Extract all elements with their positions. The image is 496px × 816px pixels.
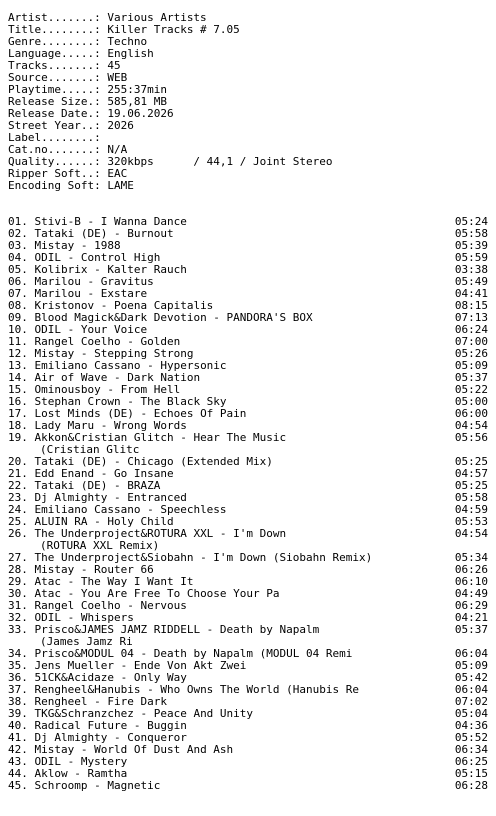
info-key: Tracks.......: <box>8 59 101 72</box>
info-key: Label........: <box>8 131 101 144</box>
track-title: Akkon&Cristian Glitch - Hear The Music <box>34 431 287 444</box>
track-title: Tataki (DE) - BRAZA <box>34 479 161 492</box>
track-title: ALUIN RA - Holy Child <box>34 515 174 528</box>
info-value: EAC <box>107 167 128 180</box>
track-duration: 04:54 <box>454 419 488 432</box>
info-value: WEB <box>107 71 128 84</box>
track-duration: 08:15 <box>454 299 488 312</box>
track-number: 42. <box>8 743 28 756</box>
track-duration: 05:37 <box>454 371 488 384</box>
track-title: Atac - You Are Free To Choose Your Pa <box>34 587 280 600</box>
track-duration: 05:09 <box>454 359 488 372</box>
info-value: 45 <box>107 59 121 72</box>
track-row <box>8 780 488 792</box>
track-title: Mistay - World Of Dust And Ash <box>34 743 234 756</box>
spacer <box>8 192 496 204</box>
track-number: 02. <box>8 227 28 240</box>
track-row <box>8 528 488 540</box>
track-duration: 05:22 <box>454 383 488 396</box>
track-duration: 05:52 <box>454 731 488 744</box>
track-number: 25. <box>8 515 28 528</box>
info-key: Quality......: <box>8 155 101 168</box>
track-number: 27. <box>8 551 28 564</box>
track-duration: 07:13 <box>454 311 488 324</box>
track-title: Tataki (DE) - Chicago (Extended Mix) <box>34 455 273 468</box>
track-number: 13. <box>8 359 28 372</box>
track-title: ODIL - Mystery <box>34 755 128 768</box>
track-number: 44. <box>8 767 28 780</box>
track-duration: 05:00 <box>454 395 488 408</box>
info-key: Release Date.: <box>8 107 101 120</box>
track-number: 16. <box>8 395 28 408</box>
track-title: Ominousboy - From Hell <box>34 383 181 396</box>
track-title: Lady Maru - Wrong Words <box>34 419 187 432</box>
track-duration: 05:04 <box>454 707 488 720</box>
track-duration: 05:37 <box>454 623 488 636</box>
track-entry <box>8 624 319 636</box>
track-number: 36. <box>8 671 28 684</box>
track-number: 08. <box>8 299 28 312</box>
track-number: 22. <box>8 479 28 492</box>
info-value: Killer Tracks # 7.05 <box>107 23 240 36</box>
track-title: Radical Future - Buggin <box>34 719 187 732</box>
track-number: 10. <box>8 323 28 336</box>
track-number: 37. <box>8 683 28 696</box>
track-title: Jens Mueller - Ende Von Akt Zwei <box>34 659 247 672</box>
track-number: 33. <box>8 623 28 636</box>
track-duration: 05:25 <box>454 479 488 492</box>
track-title-continuation: (James Jamz Ri <box>40 635 133 648</box>
track-number: 23. <box>8 491 28 504</box>
info-key: Genre........: <box>8 35 101 48</box>
track-title: Dj Almighty - Conqueror <box>34 731 187 744</box>
track-duration: 04:54 <box>454 527 488 540</box>
track-number: 43. <box>8 755 28 768</box>
track-title-continuation: (Cristian Glitc <box>40 443 140 456</box>
track-title: Prisco&JAMES JAMZ RIDDELL - Death by Napalm <box>34 623 320 636</box>
track-title: Kolibrix - Kalter Rauch <box>34 263 187 276</box>
track-title: Tataki (DE) - Burnout <box>34 227 174 240</box>
track-number: 32. <box>8 611 28 624</box>
info-key: Ripper Soft..: <box>8 167 101 180</box>
track-duration: 07:00 <box>454 335 488 348</box>
info-value: Various Artists <box>107 11 207 24</box>
info-row <box>8 180 496 192</box>
track-duration: 06:28 <box>454 779 488 792</box>
track-duration: 05:25 <box>454 455 488 468</box>
info-value: 19.06.2026 <box>107 107 174 120</box>
track-duration: 06:10 <box>454 575 488 588</box>
track-title: Rangel Coelho - Nervous <box>34 599 187 612</box>
track-title: Aklow - Ramtha <box>34 767 128 780</box>
track-row <box>8 624 488 636</box>
track-number: 40. <box>8 719 28 732</box>
track-number: 34. <box>8 647 28 660</box>
track-title: ODIL - Control High <box>34 251 161 264</box>
track-title: The Underproject&Siobahn - I'm Down (Siobahn Remix) <box>34 551 373 564</box>
track-number: 24. <box>8 503 28 516</box>
track-title: ODIL - Whispers <box>34 611 134 624</box>
track-number: 19. <box>8 431 28 444</box>
info-value: N/A <box>107 143 128 156</box>
info-value: LAME <box>107 179 134 192</box>
track-title: Schroomp - Magnetic <box>34 779 161 792</box>
track-number: 35. <box>8 659 28 672</box>
track-duration: 06:25 <box>454 755 488 768</box>
track-title: Marilou - Gravitus <box>34 275 154 288</box>
track-duration: 04:21 <box>454 611 488 624</box>
info-key: Cat.no.......: <box>8 143 101 156</box>
track-number: 05. <box>8 263 28 276</box>
track-number: 07. <box>8 287 28 300</box>
info-key: Encoding Soft: <box>8 179 101 192</box>
track-number: 31. <box>8 599 28 612</box>
track-duration: 05:49 <box>454 275 488 288</box>
track-title: Edd Enand - Go Insane <box>34 467 174 480</box>
track-duration: 07:02 <box>454 695 488 708</box>
track-number: 01. <box>8 215 28 228</box>
info-key: Source.......: <box>8 71 101 84</box>
info-key: Playtime.....: <box>8 83 101 96</box>
track-number: 20. <box>8 455 28 468</box>
track-duration: 05:34 <box>454 551 488 564</box>
track-duration: 04:57 <box>454 467 488 480</box>
track-number: 03. <box>8 239 28 252</box>
track-title: Marilou - Exstare <box>34 287 148 300</box>
track-duration: 05:09 <box>454 659 488 672</box>
track-title: Prisco&MODUL 04 - Death by Napalm (MODUL 04 Remi <box>34 647 353 660</box>
info-value: English <box>107 47 154 60</box>
track-number: 14. <box>8 371 28 384</box>
info-key: Artist.......: <box>8 11 101 24</box>
track-duration: 06:00 <box>454 407 488 420</box>
info-value: Techno <box>107 35 148 48</box>
info-key: Street Year..: <box>8 119 101 132</box>
track-duration: 04:49 <box>454 587 488 600</box>
track-title: Lost Minds (DE) - Echoes Of Pain <box>34 407 247 420</box>
track-number: 11. <box>8 335 28 348</box>
track-title: Emiliano Cassano - Hypersonic <box>34 359 227 372</box>
track-duration: 05:58 <box>454 491 488 504</box>
track-duration: 04:41 <box>454 287 488 300</box>
track-duration: 05:24 <box>454 215 488 228</box>
track-duration: 05:58 <box>454 227 488 240</box>
track-number: 15. <box>8 383 28 396</box>
track-duration: 04:59 <box>454 503 488 516</box>
info-value: 585,81 MB <box>107 95 167 108</box>
track-title: Dj Almighty - Entranced <box>34 491 187 504</box>
track-entry <box>8 432 286 444</box>
track-duration: 05:42 <box>454 671 488 684</box>
track-duration: 05:53 <box>454 515 488 528</box>
track-number: 28. <box>8 563 28 576</box>
track-number: 17. <box>8 407 28 420</box>
track-duration: 06:34 <box>454 743 488 756</box>
track-duration: 06:26 <box>454 563 488 576</box>
track-title: Blood Magick&Dark Devotion - PANDORA'S BOX <box>34 311 313 324</box>
track-number: 06. <box>8 275 28 288</box>
track-duration: 06:04 <box>454 683 488 696</box>
track-title: Mistay - Stepping Strong <box>34 347 194 360</box>
track-duration: 03:38 <box>454 263 488 276</box>
track-number: 12. <box>8 347 28 360</box>
track-title: ODIL - Your Voice <box>34 323 148 336</box>
tracklist <box>8 216 496 792</box>
track-number: 30. <box>8 587 28 600</box>
track-entry <box>8 780 160 792</box>
track-title: Stivi-B - I Wanna Dance <box>34 215 187 228</box>
track-number: 18. <box>8 419 28 432</box>
track-duration: 06:24 <box>454 323 488 336</box>
info-key: Language.....: <box>8 47 101 60</box>
track-title: Rengheel - Fire Dark <box>34 695 167 708</box>
track-duration: 05:39 <box>454 239 488 252</box>
track-duration: 06:29 <box>454 599 488 612</box>
info-value: 320kbps / 44,1 / Joint Stereo <box>107 155 333 168</box>
track-title: Emiliano Cassano - Speechless <box>34 503 227 516</box>
track-title: Mistay - Router 66 <box>34 563 154 576</box>
track-title: Kristonov - Poena Capitalis <box>34 299 214 312</box>
track-title: Atac - The Way I Want It <box>34 575 194 588</box>
track-number: 26. <box>8 527 28 540</box>
track-duration: 05:15 <box>454 767 488 780</box>
info-key: Title........: <box>8 23 101 36</box>
track-entry <box>8 528 286 540</box>
track-duration: 05:59 <box>454 251 488 264</box>
track-title: Air of Wave - Dark Nation <box>34 371 201 384</box>
track-number: 29. <box>8 575 28 588</box>
track-title: Rangel Coelho - Golden <box>34 335 181 348</box>
track-duration: 05:56 <box>454 431 488 444</box>
info-value: 255:37min <box>107 83 167 96</box>
track-title-continuation: (ROTURA XXL Remix) <box>40 539 160 552</box>
track-title: Stephan Crown - The Black Sky <box>34 395 227 408</box>
track-number: 09. <box>8 311 28 324</box>
release-info-header <box>8 12 496 192</box>
track-title: Mistay - 1988 <box>34 239 121 252</box>
track-duration: 05:26 <box>454 347 488 360</box>
track-title: TKG&Schranzchez - Peace And Unity <box>34 707 254 720</box>
track-duration: 06:04 <box>454 647 488 660</box>
track-title: 51CK&Acidaze - Only Way <box>34 671 187 684</box>
track-number: 39. <box>8 707 28 720</box>
track-title: Rengheel&Hanubis - Who Owns The World (Hanubis Re <box>34 683 360 696</box>
track-number: 38. <box>8 695 28 708</box>
track-number: 04. <box>8 251 28 264</box>
track-number: 41. <box>8 731 28 744</box>
info-value: 2026 <box>107 119 134 132</box>
track-number: 45. <box>8 779 28 792</box>
track-number: 21. <box>8 467 28 480</box>
track-duration: 04:36 <box>454 719 488 732</box>
track-title: The Underproject&ROTURA XXL - I'm Down <box>34 527 287 540</box>
info-key: Release Size.: <box>8 95 101 108</box>
track-row <box>8 432 488 444</box>
